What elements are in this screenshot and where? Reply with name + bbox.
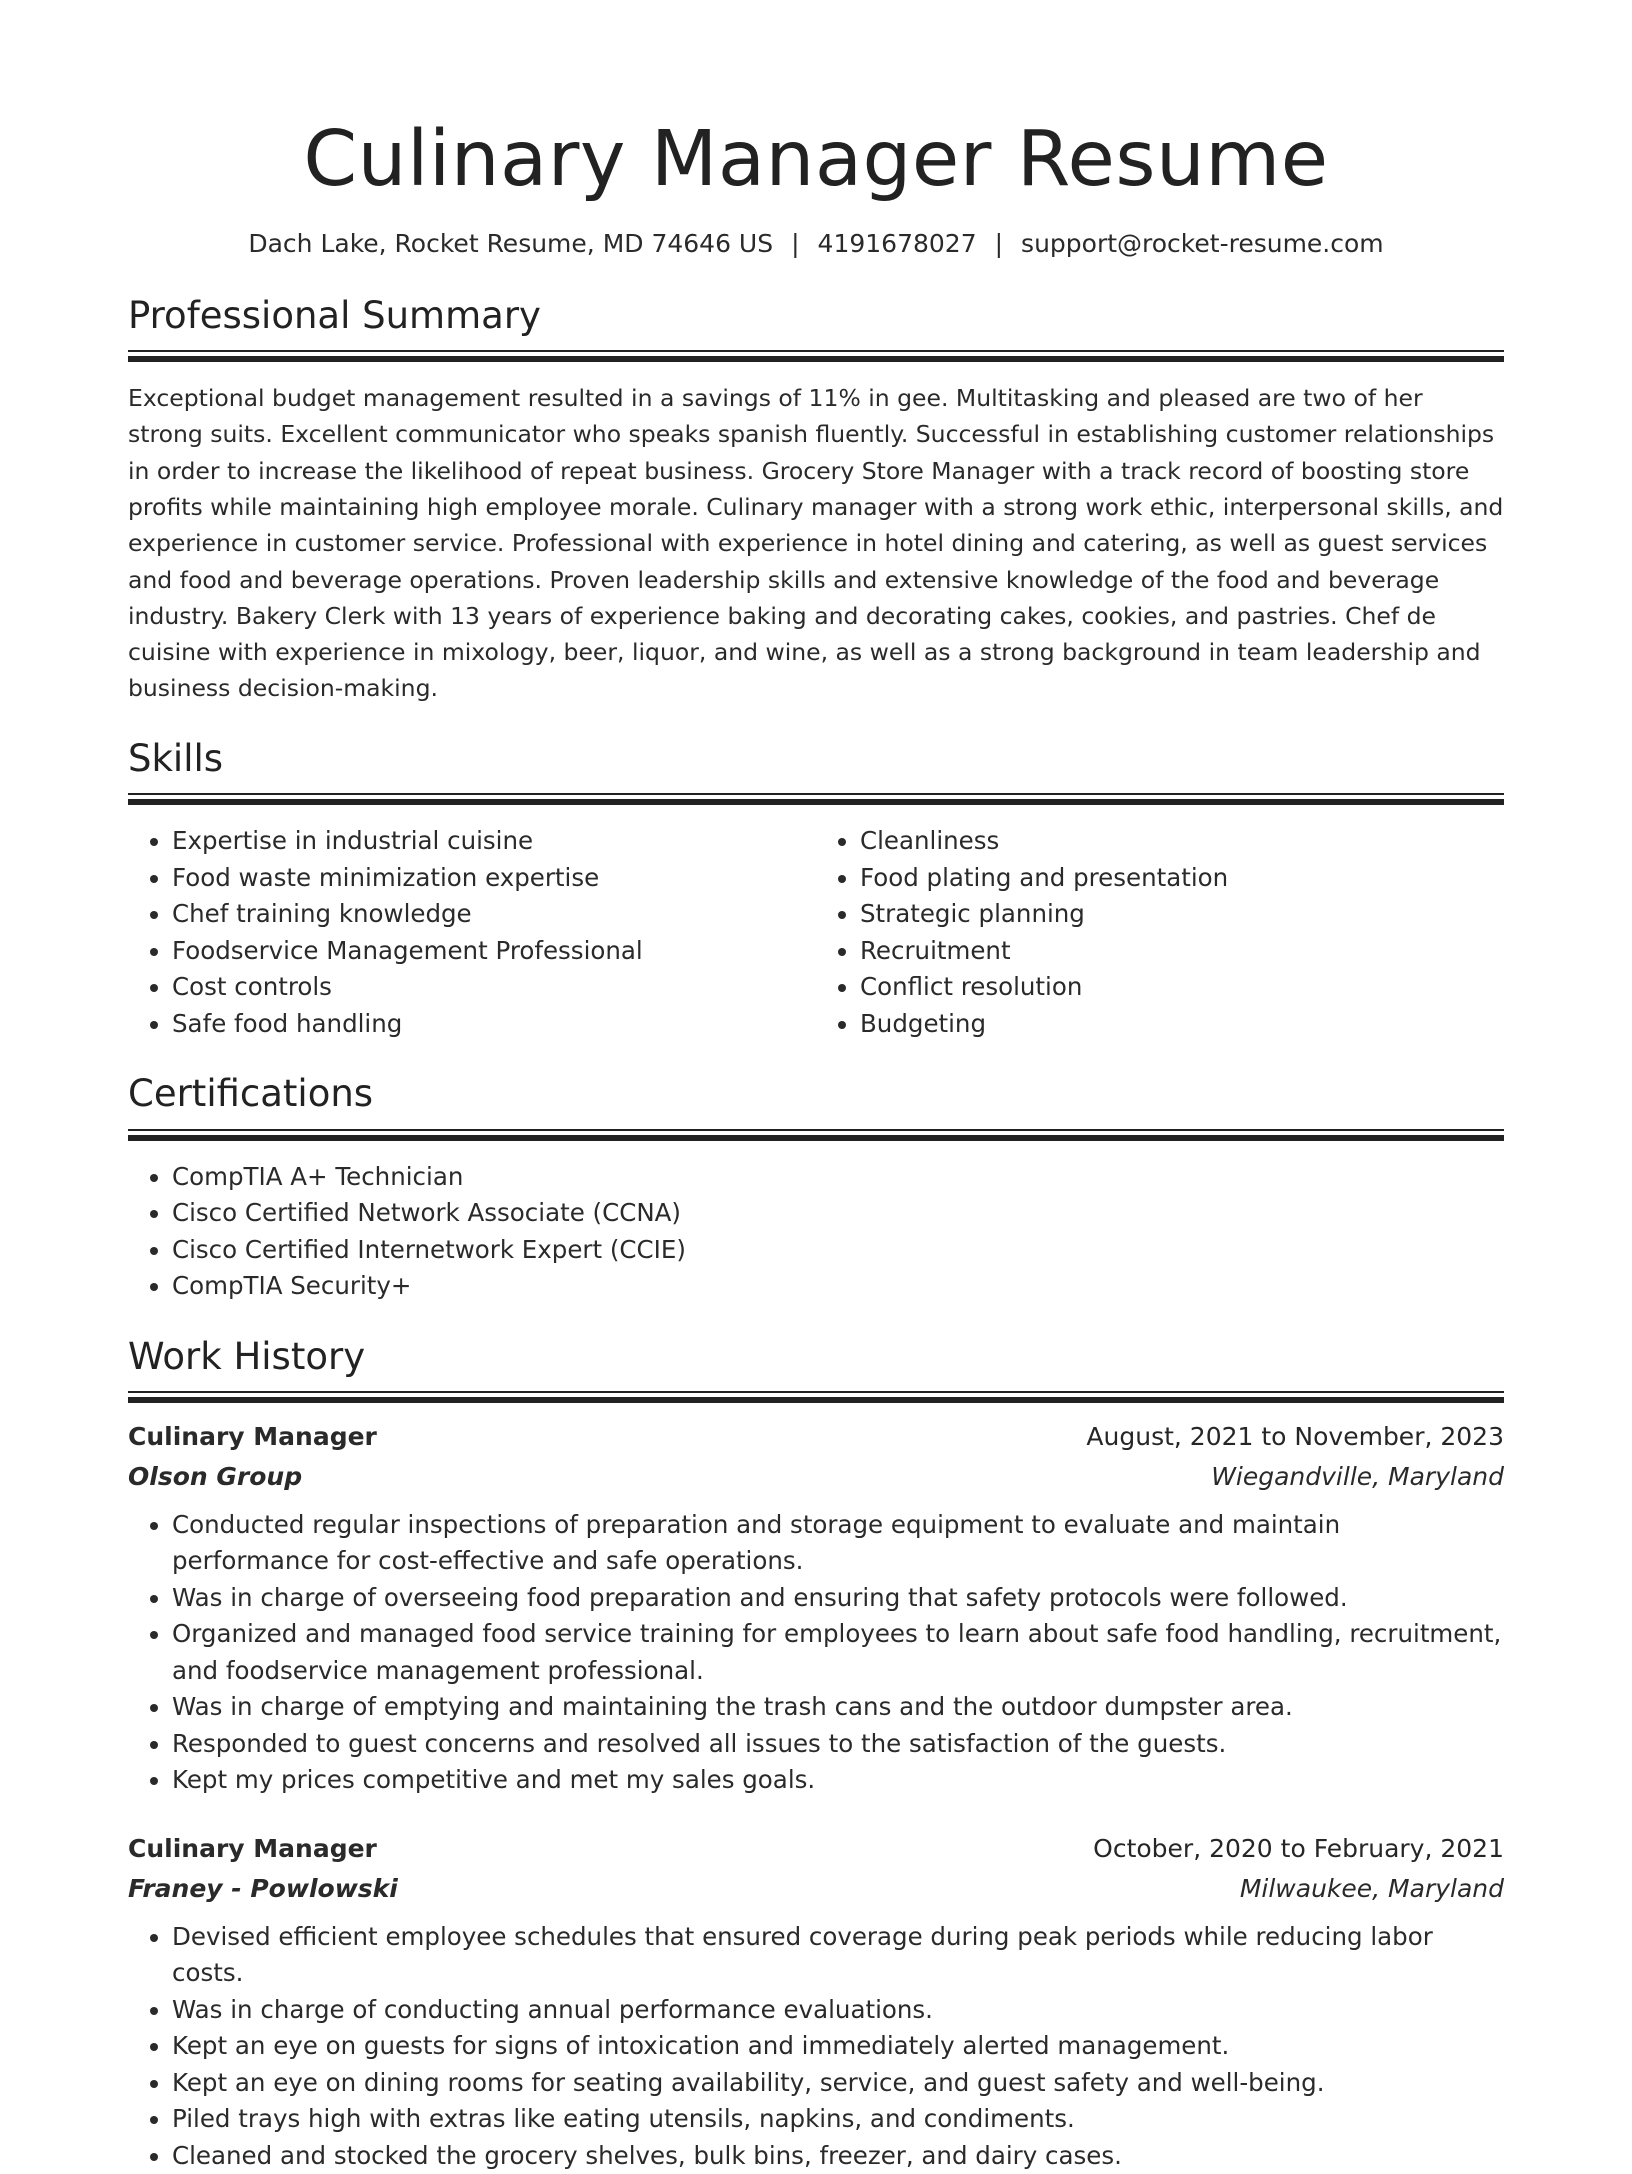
skills-list-left [128, 823, 816, 1042]
section-heading-certifications: Certifications [128, 1072, 374, 1116]
list-item: • Was in charge of overseeing food preparation and ensuring that safety protocols were followed. [172, 1580, 1504, 1617]
list-item: • Kept an eye on dining rooms for seating availability, service, and guest safety and well-being. [172, 2065, 1504, 2102]
list-item: • Piled trays high with extras like eating utensils, napkins, and condiments. [172, 2101, 1504, 2138]
list-item: • Food waste minimization expertise [172, 860, 816, 897]
job-bullets [128, 1507, 1504, 1799]
contact-line [128, 229, 1504, 258]
list-item: • Food plating and presentation [860, 860, 1504, 897]
list-item: • Budgeting [860, 1006, 1504, 1043]
job-bullets [128, 1919, 1504, 2174]
section-heading-skills: Skills [128, 736, 224, 780]
job-dates: October, 2020 to February, 2021 [1093, 1833, 1504, 1863]
skills-list-right [816, 823, 1504, 1042]
list-item: • Devised efficient employee schedules that ensured coverage during peak periods while reducing labor costs. [172, 1919, 1504, 1992]
resume-title: Culinary Manager Resume [303, 115, 1329, 204]
list-item: • Conducted regular inspections of preparation and storage equipment to evaluate and maintain performance for cost-effective and safe operations. [172, 1507, 1504, 1580]
contact-separator: | [791, 228, 800, 258]
list-item: • CompTIA Security+ [172, 1268, 1504, 1305]
contact-phone: 4191678027 [817, 228, 977, 258]
list-item: • Cost controls [172, 969, 816, 1006]
list-item: • Foodservice Management Professional [172, 933, 816, 970]
section-divider [128, 1129, 1504, 1139]
job-title: Culinary Manager [128, 1833, 377, 1863]
resume-page [128, 115, 1504, 2174]
job-subheader [128, 1457, 1504, 1497]
job-company: Franey - Powlowski [128, 1873, 398, 1903]
section-divider [128, 350, 1504, 360]
job-header [128, 1829, 1504, 1869]
list-item: • Safe food handling [172, 1006, 816, 1043]
contact-email[interactable]: support@rocket-resume.com [1021, 228, 1384, 258]
section-heading-work-history: Work History [128, 1334, 366, 1378]
list-item: • Expertise in industrial cuisine [172, 823, 816, 860]
skills-columns [128, 823, 1504, 1042]
list-item: • Was in charge of emptying and maintaining the trash cans and the outdoor dumpster area. [172, 1689, 1504, 1726]
job-company: Olson Group [128, 1461, 303, 1491]
list-item: • Conflict resolution [860, 969, 1504, 1006]
list-item: • Kept an eye on guests for signs of intoxication and immediately alerted management. [172, 2028, 1504, 2065]
certifications-list [128, 1159, 1504, 1305]
job-entry [128, 1417, 1504, 1799]
list-item: • Cisco Certified Network Associate (CCNA) [172, 1195, 1504, 1232]
list-item: • Cleanliness [860, 823, 1504, 860]
skills-section [128, 737, 1504, 1042]
work-history-section [128, 1335, 1504, 2174]
certifications-section [128, 1072, 1504, 1304]
list-item: • Cisco Certified Internetwork Expert (CCIE) [172, 1232, 1504, 1269]
list-item: • Cleaned and stocked the grocery shelves, bulk bins, freezer, and dairy cases. [172, 2138, 1504, 2174]
section-heading-summary: Professional Summary [128, 293, 541, 337]
list-item: • Kept my prices competitive and met my sales goals. [172, 1762, 1504, 1799]
job-subheader [128, 1869, 1504, 1909]
job-dates: August, 2021 to November, 2023 [1086, 1421, 1504, 1451]
contact-separator: | [994, 228, 1004, 258]
section-divider [128, 1391, 1504, 1401]
summary-text: Exceptional budget management resulted in a savings of 11% in gee. Multitasking and pleased are two of her strong suits. Excellent communicator who speaks spanish fluently. Successful in establishing customer relationships in order to increase the likelihood of repeat business. Grocery Store Manager with a track record of boosting store profits while maintaining high employee morale. Culinary manager with a strong work ethic, interpersonal skills, and experience in customer service. Professional with experience in hotel dining and catering, as well as guest services and food and beverage operations. Proven leadership skills and extensive knowledge of the food and beverage industry. Bakery Clerk with 13 years of experience baking and decorating cakes, cookies, and pastries. Chef de cuisine with experience in mixology, beer, liquor, and wine, as well as a strong background in team leadership and business decision-making. [128, 384, 1504, 703]
job-location: Wiegandville, Maryland [1211, 1461, 1504, 1491]
list-item: • Chef training knowledge [172, 896, 816, 933]
job-location: Milwaukee, Maryland [1239, 1873, 1504, 1903]
list-item: • Was in charge of conducting annual performance evaluations. [172, 1992, 1504, 2029]
list-item: • Recruitment [860, 933, 1504, 970]
list-item: • Strategic planning [860, 896, 1504, 933]
contact-address: Dach Lake, Rocket Resume, MD 74646 US [248, 228, 774, 258]
list-item: • Organized and managed food service training for employees to learn about safe food handling, recruitment, and foodservice management professional. [172, 1616, 1504, 1689]
job-header [128, 1417, 1504, 1457]
job-entry [128, 1829, 1504, 2174]
job-title: Culinary Manager [128, 1421, 377, 1451]
list-item: • Responded to guest concerns and resolved all issues to the satisfaction of the guests. [172, 1726, 1504, 1763]
summary-section [128, 294, 1504, 707]
list-item: • CompTIA A+ Technician [172, 1159, 1504, 1196]
section-divider [128, 793, 1504, 803]
